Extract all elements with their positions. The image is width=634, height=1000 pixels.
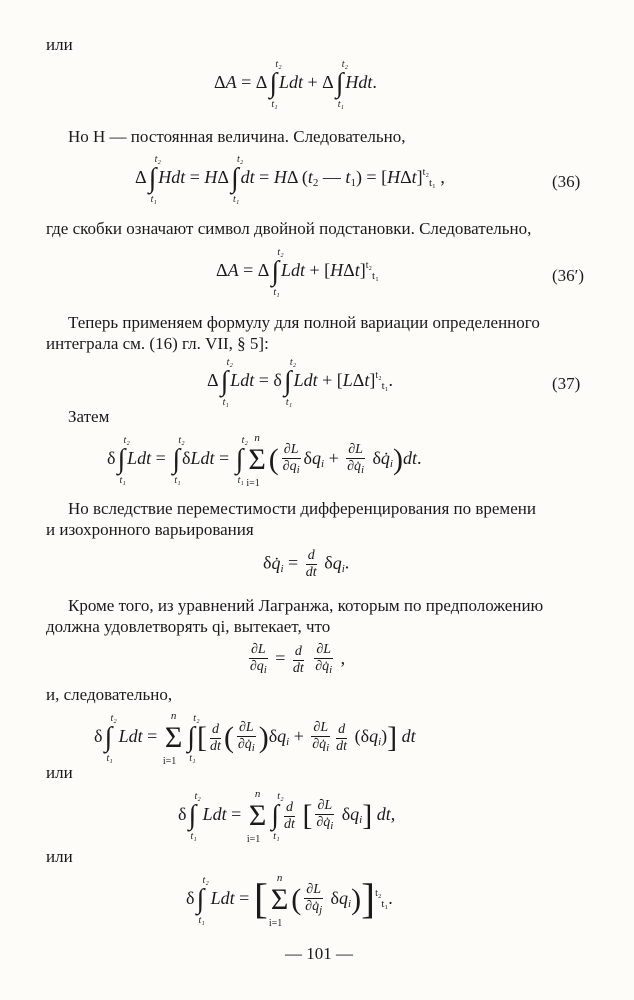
text-ili-1: или	[46, 35, 73, 54]
equation-36-prime: ΔA = Δ∫ t₂ t₁ Ldt + $[H\Delta t]^{t_2}_{t_1}$	[216, 247, 379, 298]
text-ili-3: или	[46, 847, 73, 866]
equation-number-37: (37)	[552, 374, 581, 393]
equation-total-derivative: δ∫ t₂ t₁ Ldt = Σ n i=1 ∫ t₂ t₁ $\frac{d}{dt}$ [ $\frac{\partial L}{\partial q̇_i}$ $\delta q_i$] dt,	[178, 788, 396, 845]
text-ili-2: или	[46, 763, 73, 782]
text-brackets: где скобки означают символ двойной подстановки. Следовательно,	[46, 219, 532, 238]
equation-36: Δ∫ t₂ t₁ Hdt = HΔ∫ t₂ t₁ dt = HΔ ($t_2$ — $t_1) = [H\Delta t]^{t_2}_{t_1}$ ,	[135, 154, 445, 205]
text-vsledstvie-2: и изохронного варьирования	[46, 520, 254, 539]
equation-number-36-prime: (36′)	[552, 266, 585, 285]
text-zatem: Затем	[68, 407, 110, 426]
equation-variation-l: δ∫ t₂ t₁ Ldt = ∫ t₂ t₁ δLdt = ∫ t₂ t₁ Σ n i=1 ( $\frac{\partial L}{\partial q_i}$ $\delta q_i$ + $\frac{\partial L}{\partial q̇_i}$ $\delta q̇_i)dt$.	[107, 432, 422, 489]
equation-substituted: δ∫ t₂ t₁ Ldt = Σ n i=1 ∫ t₂ t₁ [ $\frac{d}{dt}$ ( $\frac{\partial L}{\partial q̇_i}$ )$\delta q_i$ + $\frac{\partial L}{\partial q̇_i}$ $\frac{d}{dt}$ $(\delta q_i)$] dt	[94, 710, 416, 767]
text-vsledstvie-1: Но вследствие переместимости дифференцирования по времени	[68, 499, 536, 518]
equation-boundary-term: δ∫ t₂ t₁ Ldt = [ Σ n i=1 ( $\frac{\partial L}{\partial q̇_j}$ $\delta q_i)]^{t_2}_{t_1}$.	[186, 872, 393, 929]
equation-number-36: (36)	[552, 172, 581, 191]
equation-commute: $\delta q̇_i$ = $\frac{d}{dt}$ $\delta q_i$.	[263, 548, 350, 580]
page-number: — 101 —	[285, 944, 353, 963]
text-apply-line-1: Теперь применяем формулу для полной вариации определенного	[68, 313, 540, 332]
text-i-sled: и, следовательно,	[46, 685, 173, 704]
equation-37: Δ∫ t₂ t₁ Ldt = δ∫ t₂ t₁ Ldt + $[L\Delta t]^{t_2}_{t_1}$.	[207, 357, 394, 408]
text-krome-2: должна удовлетворять qi, вытекает, что	[46, 617, 331, 636]
equation-delta-a: ΔA = Δ∫ t₂ t₁ Ldt + Δ∫ t₂ t₁ Hdt.	[214, 59, 377, 110]
equation-lagrange: $\frac{\partial L}{\partial q_i}$ = $\frac{d}{dt}$ $\frac{\partial L}{\partial q̇_i}$ ,	[249, 642, 346, 676]
text-h-constant: Но H — постоянная величина. Следовательно,	[68, 127, 406, 146]
text-krome-1: Кроме того, из уравнений Лагранжа, которым по предположению	[68, 596, 544, 615]
text-apply-line-2: интеграла см. (16) гл. VII, § 5]:	[46, 334, 269, 353]
